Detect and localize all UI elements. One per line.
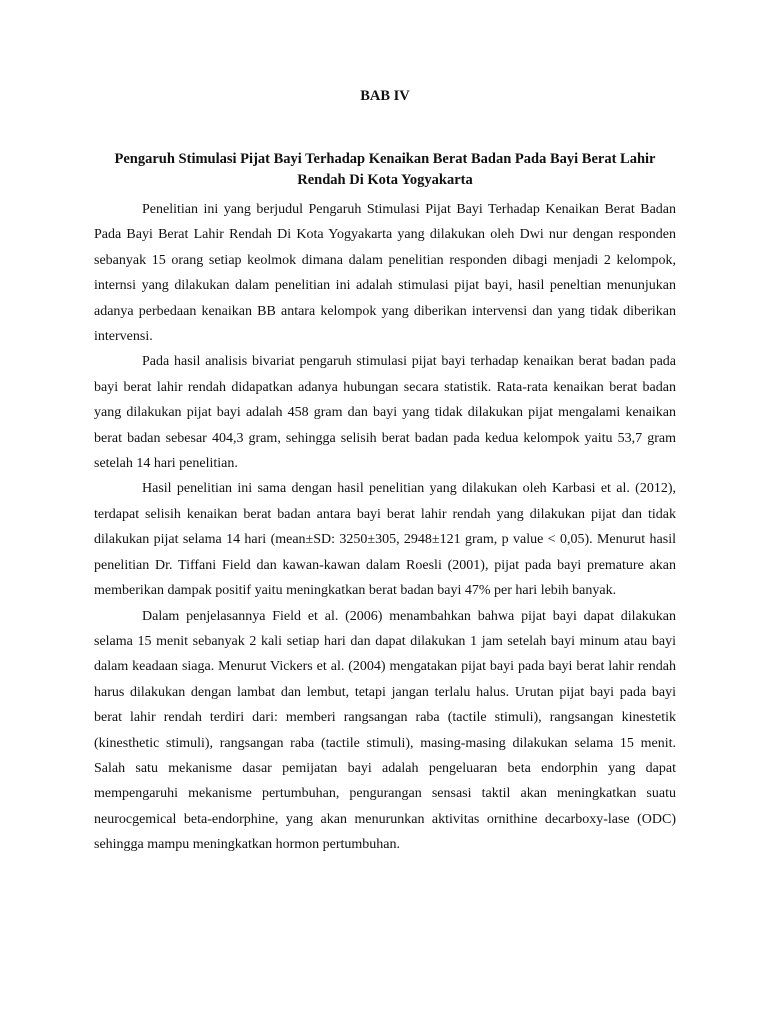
paragraph-4: Dalam penjelasannya Field et al. (2006) menambahkan bahwa pijat bayi dapat dilakukan selama 15 menit sebanyak 2 kali setiap hari dan dapat dilakukan 1 jam setelah bayi minum atau bayi dalam keadaan siaga. Menurut Vickers et al. (2004) mengatakan pijat bayi pada bayi berat lahir rendah harus dilakukan dengan lambat dan lembut, tetapi jangan terlalu halus. Urutan pijat bayi pada bayi berat lahir rendah terdiri dari: memberi rangsangan raba (tactile stimuli), rangsangan kinestetik (kinesthetic stimuli), rangsangan raba (tactile stimuli), masing-masing dilakukan selama 15 menit. Salah satu mekanisme dasar pemijatan bayi adalah pengeluaran beta endorphin yang dapat mempengaruhi mekanisme pertumbuhan, pengurangan sensasi taktil akan meningkatkan suatu neurocgemical beta-endorphine, yang akan menurunkan aktivitas ornithine decarboxy-lase (ODC) sehingga mampu meningkatkan hormon pertumbuhan. bbox=[94, 608, 676, 853]
document-title: Pengaruh Stimulasi Pijat Bayi Terhadap Kenaikan Berat Badan Pada Bayi Berat Lahir Rendah Di Kota Yogyakarta bbox=[114, 151, 656, 188]
chapter-heading: BAB IV bbox=[360, 88, 410, 104]
paragraph-2: Pada hasil analisis bivariat pengaruh stimulasi pijat bayi terhadap kenaikan berat badan pada bayi berat lahir rendah didapatkan adanya hubungan secara statistik. Rata-rata kenaikan berat badan yang dilakukan pijat bayi adalah 458 gram dan bayi yang tidak dilakukan pijat mengalami kenaikan berat badan sebesar 404,3 gram, sehingga selisih berat badan pada kedua kelompok yaitu 53,7 gram setelah 14 hari penelitian. bbox=[94, 354, 676, 472]
paragraph-3: Hasil penelitian ini sama dengan hasil penelitian yang dilakukan oleh Karbasi et al. (2012), terdapat selisih kenaikan berat badan antara bayi berat lahir rendah yang dilakukan pijat dan tidak dilakukan pijat selama 14 hari (mean±SD: 3250±305, 2948±121 gram, p value < 0,05). Menurut hasil penelitian Dr. Tiffani Field dan kawan-kawan dalam Roesli (2001), pijat pada bayi premature akan memberikan dampak positif yaitu meningkatkan berat badan bayi 47% per hari lebih banyak. bbox=[94, 481, 676, 599]
paragraph-1: Penelitian ini yang berjudul Pengaruh Stimulasi Pijat Bayi Terhadap Kenaikan Berat Badan Pada Bayi Berat Lahir Rendah Di Kota Yogyakarta yang dilakukan oleh Dwi nur dengan responden sebanyak 15 orang setiap keolmok dimana dalam penelitian responden dibagi menjadi 2 kelompok, internsi yang dilakukan dalam penelitian ini adalah stimulasi pijat bayi, hasil peneltian menunjukan adanya perbedaan kenaikan BB antara kelompok yang diberikan intervensi dan yang tidak diberikan intervensi. bbox=[94, 202, 676, 345]
